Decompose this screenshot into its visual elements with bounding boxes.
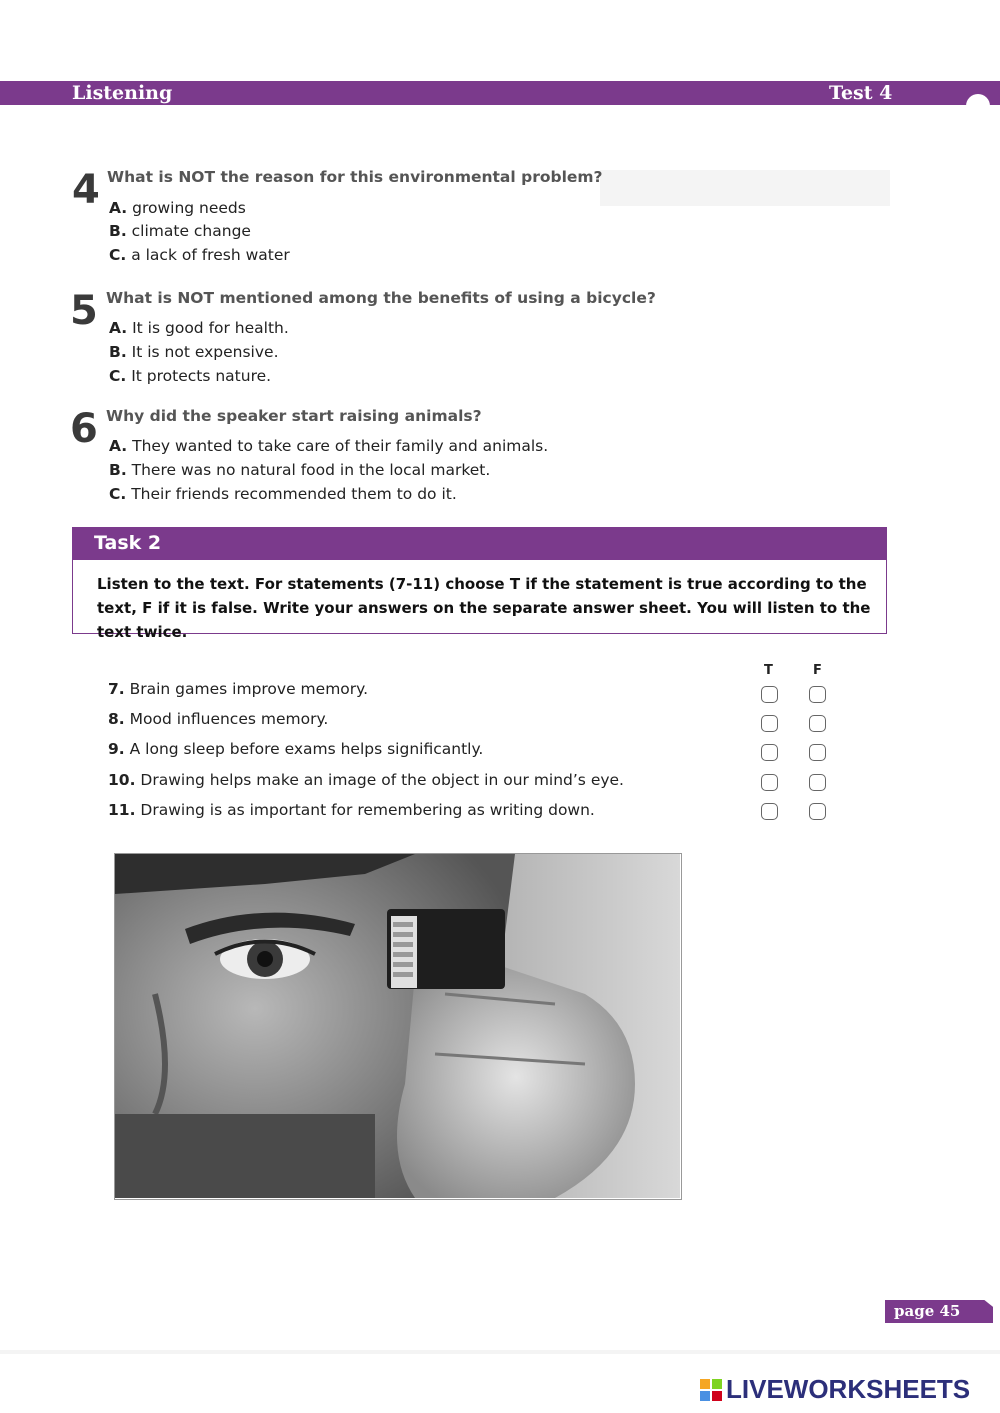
true-column-header: T xyxy=(764,663,773,678)
scan-artifact xyxy=(600,170,890,206)
option-b[interactable]: B. It is not expensive. xyxy=(109,343,279,361)
false-checkbox[interactable] xyxy=(809,686,826,703)
question-text: Why did the speaker start raising animals? xyxy=(106,407,482,425)
false-checkbox[interactable] xyxy=(809,744,826,761)
option-c[interactable]: C. Their friends recommended them to do it. xyxy=(109,485,457,503)
option-b[interactable]: B. There was no natural food in the local market. xyxy=(109,461,491,479)
question-text: What is NOT the reason for this environmental problem? xyxy=(107,168,603,186)
option-b[interactable]: B. climate change xyxy=(109,222,251,240)
statement: 11. Drawing is as important for remembering as writing down. xyxy=(108,801,595,819)
true-checkbox[interactable] xyxy=(761,715,778,732)
option-a[interactable]: A. It is good for health. xyxy=(109,319,289,337)
brand-name[interactable]: LIVEWORKSHEETS xyxy=(726,1374,971,1404)
task-header xyxy=(73,528,886,560)
statement: 10. Drawing helps make an image of the object in our mind’s eye. xyxy=(108,771,624,789)
task-instruction: Listen to the text. For statements (7-11) choose T if the statement is true according to the text, F if it is false. Write your answers on the separate answer sheet. You will listen to the text twice. xyxy=(97,575,871,641)
question-number: 4 xyxy=(72,167,100,213)
false-checkbox[interactable] xyxy=(809,803,826,820)
false-checkbox[interactable] xyxy=(809,715,826,732)
question-number: 5 xyxy=(70,288,98,334)
task-title: Task 2 xyxy=(94,532,162,554)
test-label: Test 4 xyxy=(829,82,893,104)
option-a[interactable]: A. growing needs xyxy=(109,199,246,217)
statement: 7. Brain games improve memory. xyxy=(108,680,369,698)
false-checkbox[interactable] xyxy=(809,774,826,791)
false-column-header: F xyxy=(813,663,822,678)
true-checkbox[interactable] xyxy=(761,744,778,761)
question-number: 6 xyxy=(70,406,98,452)
option-c[interactable]: C. It protects nature. xyxy=(109,367,272,385)
option-a[interactable]: A. They wanted to take care of their family and animals. xyxy=(109,437,549,455)
true-checkbox[interactable] xyxy=(761,803,778,820)
option-c[interactable]: C. a lack of fresh water xyxy=(109,246,290,264)
task-box xyxy=(72,527,887,641)
true-checkbox[interactable] xyxy=(761,774,778,791)
memory-card-photo xyxy=(114,853,682,1200)
page-number: page 45 xyxy=(894,1302,961,1320)
scan-artifact xyxy=(0,1350,1000,1354)
section-title: Listening xyxy=(72,82,173,104)
liveworksheets-logo-icon xyxy=(700,1379,722,1401)
statement: 8. Mood influences memory. xyxy=(108,710,329,728)
true-checkbox[interactable] xyxy=(761,686,778,703)
statement: 9. A long sleep before exams helps significantly. xyxy=(108,740,484,758)
question-text: What is NOT mentioned among the benefits of using a bicycle? xyxy=(106,289,656,307)
